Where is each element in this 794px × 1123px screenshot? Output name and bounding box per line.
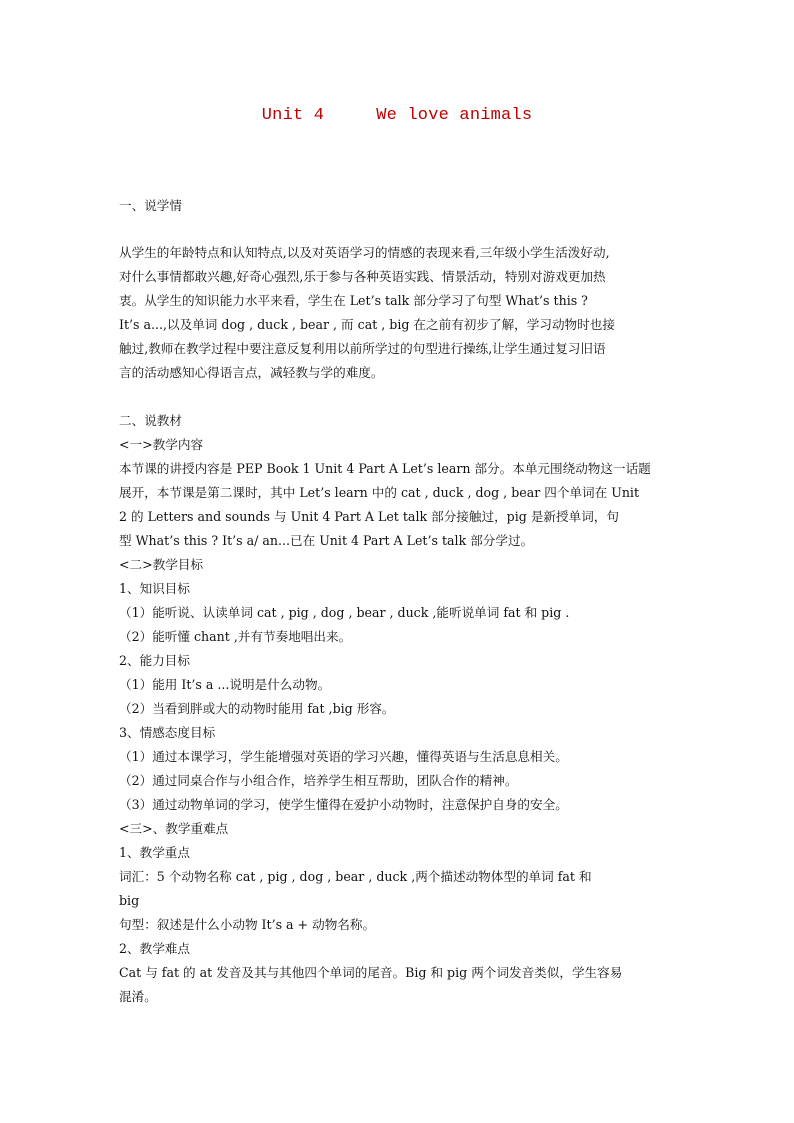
paragraph-line: 词汇：5 个动物名称 cat , pig , dog , bear , duck ,两个描述动物体型的单词 fat 和 — [119, 869, 592, 884]
paragraph-line: 触过,教师在教学过程中要注意反复利用以前所学过的句型进行操练,让学生通过复习旧语 — [119, 341, 606, 356]
page-title — [0, 106, 794, 125]
list-item: （2）能听懂 chant ,并有节奏地唱出来。 — [119, 629, 352, 644]
subheading-objectives: <二>教学目标 — [119, 557, 204, 572]
paragraph-line: 本节课的讲授内容是 PEP Book 1 Unit 4 Part A Let’s learn 部分。本单元围绕动物这一话题 — [119, 461, 651, 476]
paragraph-line: It’s a...,以及单词 dog , duck , bear , 而 cat , big 在之前有初步了解，学习动物时也接 — [119, 317, 615, 332]
paragraph-line: big — [119, 893, 140, 908]
list-item: （2）当看到胖或大的动物时能用 fat ,big 形容。 — [119, 701, 395, 716]
objective-heading: 1、教学重点 — [119, 845, 190, 860]
section-heading-textbook: 二、说教材 — [119, 413, 182, 428]
title-unit: Unit 4 — [261, 106, 325, 125]
paragraph-line: Cat 与 fat 的 at 发音及其与其他四个单词的尾音。Big 和 pig 两个词发音类似，学生容易 — [119, 965, 623, 980]
objective-heading: 3、情感态度目标 — [119, 725, 216, 740]
list-item: （1）能听说、认读单词 cat , pig , dog , bear , duck ,能听说单词 fat 和 pig . — [119, 605, 570, 620]
objective-heading: 2、教学难点 — [119, 941, 190, 956]
list-item: （1）通过本课学习，学生能增强对英语的学习兴趣，懂得英语与生活息息相关。 — [119, 749, 568, 764]
paragraph-line: 句型：叙述是什么小动物 It’s a + 动物名称。 — [119, 917, 376, 932]
section-heading-learner-analysis: 一、说学情 — [119, 198, 182, 213]
paragraph-line: 混淆。 — [119, 989, 157, 1004]
paragraph-line: 言的活动感知心得语言点，减轻教与学的难度。 — [119, 365, 384, 380]
objective-heading: 2、能力目标 — [119, 653, 190, 668]
paragraph-line: 型 What’s this ? It’s a/ an...已在 Unit 4 Part A Let’s talk 部分学过。 — [119, 533, 534, 548]
paragraph-line: 2 的 Letters and sounds 与 Unit 4 Part A Let talk 部分接触过，pig 是新授单词，句 — [119, 509, 619, 524]
title-name: We love animals — [376, 106, 533, 125]
paragraph-line: 从学生的年龄特点和认知特点,以及对英语学习的情感的表现来看,三年级小学生活泼好动, — [119, 245, 610, 260]
list-item: （2）通过同桌合作与小组合作，培养学生相互帮助，团队合作的精神。 — [119, 773, 518, 788]
subheading-content: <一>教学内容 — [119, 437, 204, 452]
paragraph-line: 对什么事情都敢兴趣,好奇心强烈,乐于参与各种英语实践、情景活动，特别对游戏更加热 — [119, 269, 606, 284]
subheading-key-points: <三>、教学重难点 — [119, 821, 229, 836]
list-item: （3）通过动物单词的学习，使学生懂得在爱护小动物时，注意保护自身的安全。 — [119, 797, 568, 812]
paragraph-line: 展开，本节课是第二课时，其中 Let’s learn 中的 cat , duck , dog , bear 四个单词在 Unit — [119, 485, 640, 500]
list-item: （1）能用 It’s a ...说明是什么动物。 — [119, 677, 331, 692]
objective-heading: 1、知识目标 — [119, 581, 190, 596]
paragraph-line: 衷。从学生的知识能力水平来看，学生在 Let’s talk 部分学习了句型 What’s this ? — [119, 293, 588, 308]
